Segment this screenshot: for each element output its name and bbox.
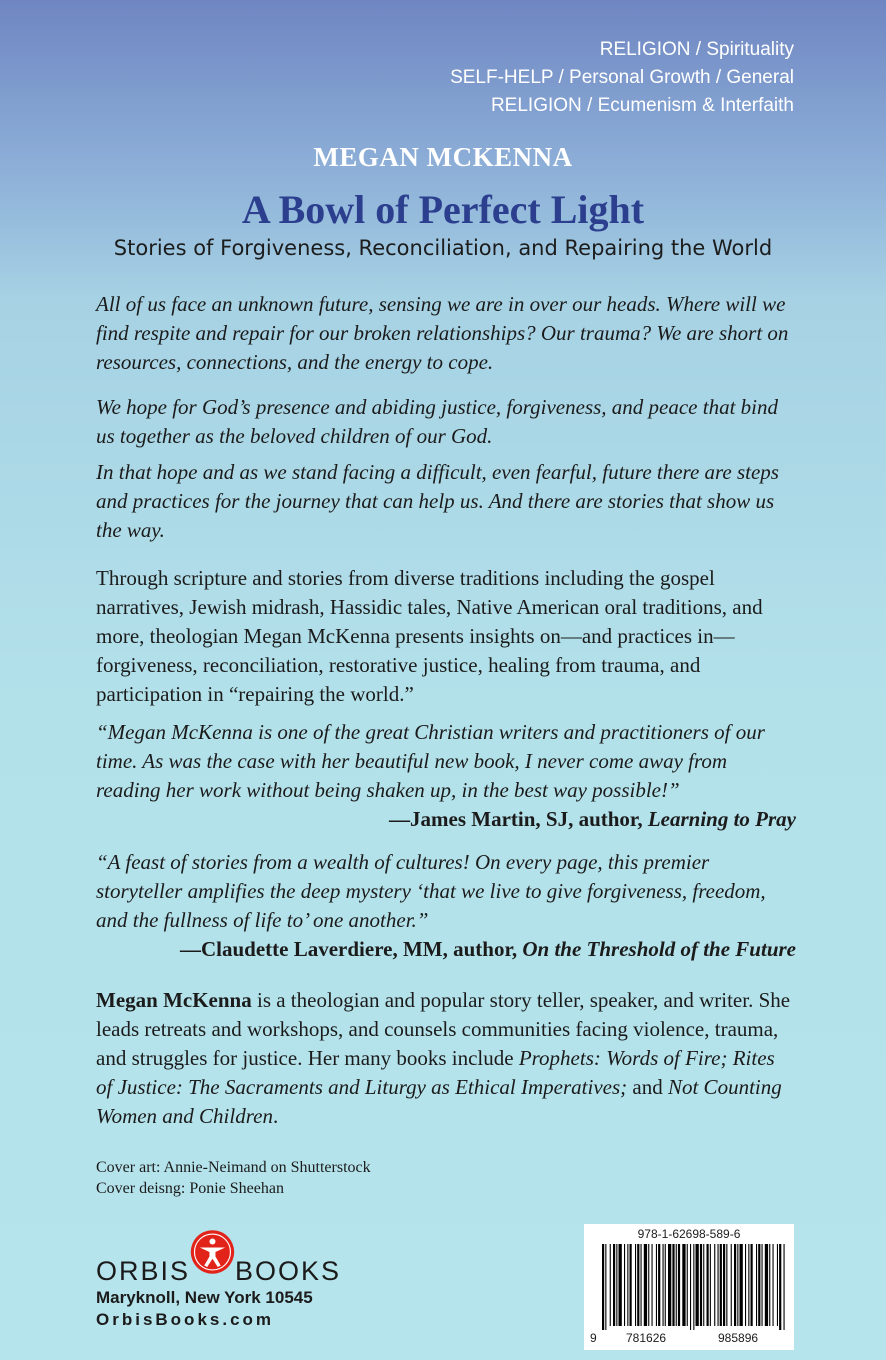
barcode-bar (714, 1244, 715, 1326)
barcode-bar (734, 1244, 736, 1326)
intro-paragraph-2: We hope for God’s presence and abiding justice, forgiveness, and peace that bind us together as the beloved children of our God. (96, 395, 779, 448)
barcode-bar (723, 1244, 725, 1326)
author-bio (96, 986, 796, 1131)
barcode-bar (648, 1244, 649, 1326)
book-title: A Bowl of Perfect Light (241, 187, 645, 232)
barcode-bar (656, 1244, 657, 1326)
barcode-bar (613, 1244, 615, 1326)
barcode-bar (630, 1244, 632, 1326)
barcode-bar (710, 1244, 711, 1326)
publisher-logo (96, 1212, 341, 1330)
barcode-digit-first: 9 (590, 1331, 597, 1345)
bio-books-1: Prophets: Words of Fire; Rites of Justice: The Sacraments and Liturgy as Ethical Imperatives; (96, 1046, 775, 1099)
barcode-bar (762, 1244, 763, 1326)
credit-art: Cover art: Annie-Neimand on Shutterstock (96, 1159, 371, 1176)
category-3: RELIGION / Ecumenism & Interfaith (490, 95, 794, 116)
barcode-bar (740, 1244, 743, 1326)
barcode-bar (748, 1244, 749, 1326)
barcode-bar (700, 1244, 702, 1326)
barcode-bar (641, 1244, 642, 1326)
barcode-bar (672, 1244, 674, 1326)
barcode-bar (777, 1244, 778, 1326)
barcode-bar (652, 1244, 653, 1326)
barcode-bar (687, 1244, 688, 1326)
barcode-bar (707, 1244, 709, 1326)
orbis-person-icon (190, 1222, 235, 1282)
barcode-bar (693, 1244, 694, 1330)
barcode-bars (588, 1244, 790, 1330)
endorsement-2-text: “A feast of stories from a wealth of cultures! On every page, this premier storyteller amplifies the deep mystery ‘that we live to give forgiveness, freedom, and the fullness of life to’ one another.” (96, 850, 766, 932)
barcode-bar (779, 1244, 781, 1330)
bio-books-2: Not Counting Women and Children (96, 1075, 782, 1128)
bio-text-3: . (272, 1104, 279, 1128)
barcode-digits-left: 781626 (626, 1331, 667, 1345)
endorsement-1-attribution (96, 805, 796, 834)
barcode-bar (726, 1244, 727, 1326)
barcode-bar (737, 1244, 738, 1326)
barcode-bar (663, 1244, 664, 1326)
isbn-number: 978-1-62698-589-6 (637, 1227, 741, 1241)
barcode-bar (696, 1244, 699, 1326)
barcode-bar (690, 1244, 691, 1330)
publisher-word-right: BOOKS (234, 1255, 341, 1286)
credit-design: Cover deisng: Ponie Sheehan (96, 1180, 284, 1197)
barcode-bar (718, 1244, 719, 1326)
barcode-bar (637, 1244, 639, 1326)
barcode-bar (751, 1244, 753, 1326)
barcode-bar (676, 1244, 677, 1326)
barcode-bar (665, 1244, 666, 1326)
barcode-bar (703, 1244, 704, 1326)
barcode-bar (605, 1244, 606, 1330)
barcode-bar (624, 1244, 625, 1326)
endorsement-2-author: —Claudette Laverdiere, MM, author, (179, 937, 518, 961)
category-1: RELIGION / Spirituality (599, 39, 794, 60)
intro-paragraph-1: All of us face an unknown future, sensing we are in over our heads. Where will we find respite and repair for our broken relationships? Our trauma? We are short on resources, connections, and the energy to cope. (96, 292, 789, 374)
endorsement-1-work: Learning to Pray (647, 807, 796, 831)
barcode-bar (678, 1244, 680, 1326)
publisher-url: OrbisBooks.com (96, 1310, 275, 1329)
bio-text-2: and (627, 1075, 668, 1099)
barcode-bar (619, 1244, 622, 1326)
barcode-bar (784, 1244, 785, 1330)
barcode-bar (745, 1244, 746, 1326)
barcode-bar (602, 1244, 604, 1330)
publisher-address: Maryknoll, New York 10545 (96, 1288, 313, 1307)
barcode-bar (635, 1244, 636, 1326)
barcode-bar (720, 1244, 722, 1326)
barcode-bar (610, 1244, 611, 1326)
isbn-barcode (584, 1224, 794, 1350)
book-subtitle: Stories of Forgiveness, Reconciliation, and Repairing the World (113, 236, 773, 260)
endorsement-1 (96, 718, 796, 834)
barcode-bar (616, 1244, 617, 1326)
barcode-bar (731, 1244, 732, 1326)
barcode-bar (758, 1244, 760, 1326)
intro-paragraph-3: In that hope and as we stand facing a difficult, even fearful, future there are steps and practices for the journey that can help us. And there are stories that show us the way. (96, 460, 779, 542)
endorsement-2-attribution (96, 935, 796, 964)
bio-text-1: is a theologian and popular story teller, speaker, and writer. She leads retreats and workshops, and counsels communities facing violence, trauma, and struggles for justice. Her many books include (96, 988, 791, 1070)
barcode-bar (769, 1244, 770, 1326)
publisher-word-left: ORBIS (96, 1255, 191, 1286)
category-2: SELF-HELP / Personal Growth / General (450, 67, 794, 88)
description-paragraph: Through scripture and stories from diverse traditions including the gospel narratives, Jewish midrash, Hassidic tales, Native American oral traditions, and more, theologian Megan McKenna presents insights on—and practices in—forgiveness, reconciliation, restorative justice, healing from trauma, and participation in “repairing the world.” (96, 566, 763, 706)
author-name: MEGAN MCKENNA (313, 142, 573, 172)
barcode-bar (658, 1244, 660, 1326)
barcode-digits-right: 985896 (718, 1331, 759, 1345)
barcode-bar (756, 1244, 757, 1326)
barcode-bar (644, 1244, 647, 1326)
barcode-bar (765, 1244, 768, 1326)
endorsement-2 (96, 848, 796, 964)
barcode-bar (668, 1244, 671, 1326)
endorsement-1-author: —James Martin, SJ, author, (389, 807, 643, 831)
barcode-bar (773, 1244, 774, 1326)
category-list (450, 36, 794, 120)
barcode-bar (627, 1244, 628, 1326)
endorsement-1-text: “Megan McKenna is one of the great Christian writers and practitioners of our time. As was the case with her beautiful new book, I never come away from reading her work without being shaken up, in the best way possible!” (96, 720, 765, 802)
cover-credits (96, 1157, 371, 1199)
endorsement-2-work: On the Threshold of the Future (522, 937, 796, 961)
bio-name: Megan McKenna (96, 988, 252, 1012)
barcode-bar (682, 1244, 685, 1326)
